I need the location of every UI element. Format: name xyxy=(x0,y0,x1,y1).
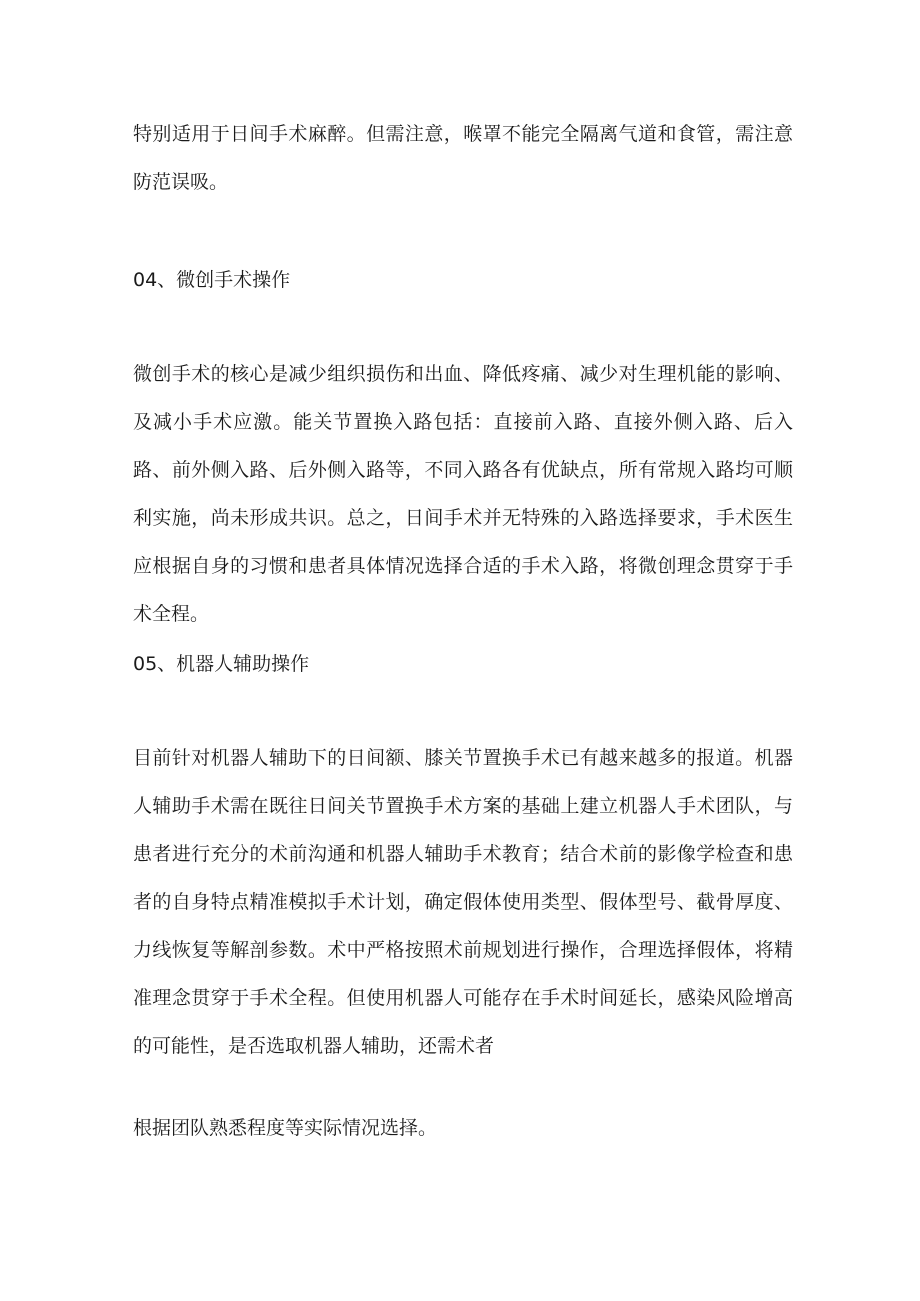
section-heading-robot-assisted: 05、机器人辅助操作 xyxy=(133,653,310,675)
paragraph-robot-assisted-continued: 根据团队熟悉程度等实际情况选择。 xyxy=(133,1117,438,1139)
paragraph-minimally-invasive: 微创手术的核心是减少组织损伤和出血、降低疼痛、减少对生理机能的影响、及减小手术应激。能关节置换入路包括：直接前入路、直接外侧入路、后入路、前外侧入路、后外侧入路等，不同入路各有优缺点，所有常规入路均可顺利实施，尚未形成共识。总之，日间手术并无特殊的入路选择要求，手术医生应根据自身的习惯和患者具体情况选择合适的手术入路，将微创理念贯穿于手术全程。 xyxy=(133,363,793,625)
section-heading-minimally-invasive: 04、微创手术操作 xyxy=(133,269,291,291)
paragraph-laryngeal-mask: 特别适用于日间手术麻醉。但需注意，喉罩不能完全隔离气道和食管，需注意防范误吸。 xyxy=(133,123,793,193)
paragraph-robot-assisted: 目前针对机器人辅助下的日间额、膝关节置换手术已有越来越多的报道。机器人辅助手术需在既往日间关节置换手术方案的基础上建立机器人手术团队，与患者进行充分的术前沟通和机器人辅助手术教育；结合术前的影像学检查和患者的自身特点精准模拟手术计划，确定假体使用类型、假体型号、截骨厚度、力线恢复等解剖参数。术中严格按照术前规划进行操作，合理选择假体，将精准理念贯穿于手术全程。但使用机器人可能存在手术时间延长，感染风险增高的可能性，是否选取机器人辅助，还需术者 xyxy=(133,747,793,1057)
